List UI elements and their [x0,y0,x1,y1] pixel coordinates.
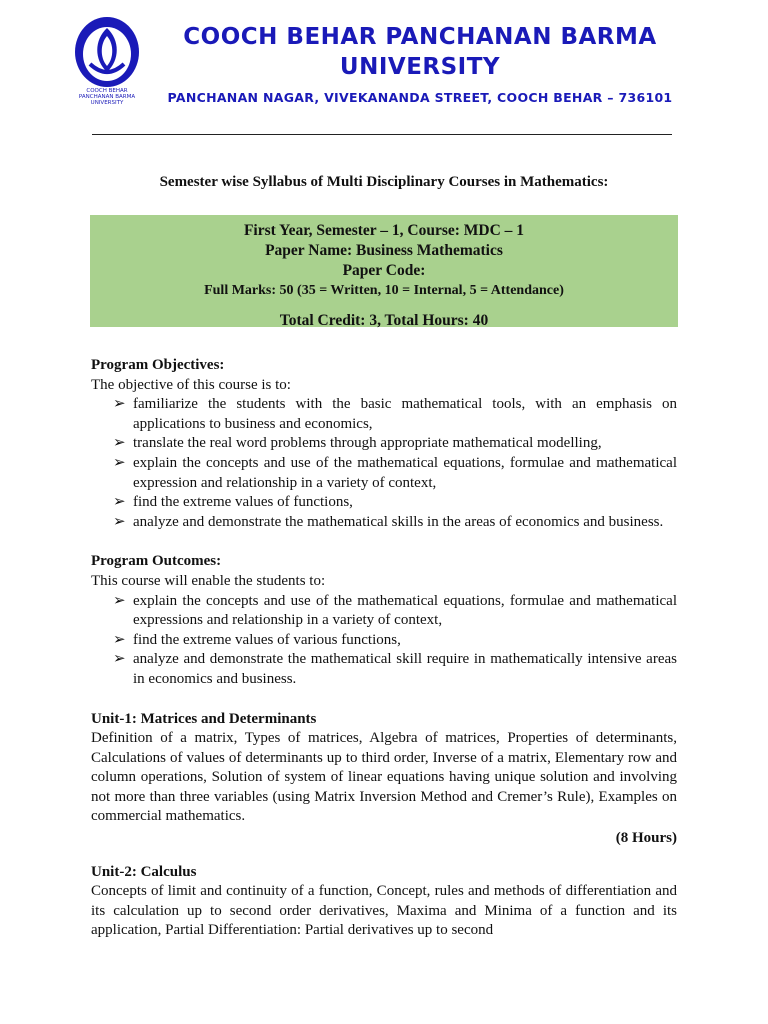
document-heading: Semester wise Syllabus of Multi Disciplinary Courses in Mathematics: [159,174,609,190]
objectives-intro: The objective of this course is to: [91,376,291,393]
list-item [91,650,677,689]
paper-code: Paper Code: [342,262,426,279]
arrow-bullet-icon: ➢ [113,435,126,452]
paper-name: Paper Name: Business Mathematics [265,242,503,259]
university-name-line2: UNIVERSITY [339,54,501,80]
syllabus-content [91,356,677,941]
arrow-bullet-icon: ➢ [113,454,126,471]
list-item-text: explain the concepts and use of the mathematical equations, formulae and mathematical expression and relationship in a variety of context, [133,454,677,491]
university-name-line1: COOCH BEHAR PANCHANAN BARMA [183,24,657,50]
svg-text:COOCH BEHAR: COOCH BEHAR [86,88,128,94]
university-logo [72,14,142,106]
university-address: PANCHANAN NAGAR, VIVEKANANDA STREET, COOCH BEHAR – 736101 [167,90,673,105]
unit2-text: Concepts of limit and continuity of a function, Concept, rules and methods of differentiation and its calculation up to second order derivatives, Maxima and Minima of a function and its application, Partial Differentiation: Partial derivatives up to second [91,883,677,939]
credits-hours: Total Credit: 3, Total Hours: 40 [279,312,489,329]
list-item [91,631,677,651]
list-item-text: find the extreme values of functions, [133,494,353,511]
list-item-text: explain the concepts and use of the mathematical equations, formulae and mathematical expressions and relationship in a variety of context, [133,592,677,629]
list-item [91,592,677,631]
unit2-title: Unit-2: Calculus [91,863,197,880]
arrow-bullet-icon: ➢ [113,592,126,609]
list-item-text: analyze and demonstrate the mathematical skill require in mathematically intensive areas in economics and business. [133,651,677,687]
unit1-title: Unit-1: Matrices and Determinants [91,710,317,727]
list-item [91,493,677,513]
unit1-text: Definition of a matrix, Types of matrices, Algebra of matrices, Properties of determinants, Calculations of values of determinants up to third order, Inverse of a matrix, Elementary row and column operations, Solution of system of linear equations having unique solution and involving not more than three variables (using Matrix Inversion Method and Cremer’s Rule), Examples on commercial mathematics. [91,730,677,825]
arrow-bullet-icon: ➢ [113,513,126,530]
list-item [91,454,677,493]
course-info-box [90,215,678,327]
svg-text:UNIVERSITY: UNIVERSITY [90,100,124,106]
arrow-bullet-icon: ➢ [113,494,126,511]
objectives-list [91,395,677,532]
list-item [91,513,677,533]
objectives-title: Program Objectives: [91,357,225,373]
list-item [91,434,677,454]
outcomes-title: Program Outcomes: [91,553,222,570]
full-marks: Full Marks: 50 (35 = Written, 10 = Internal, 5 = Attendance) [204,283,564,298]
list-item-text: find the extreme values of various functions, [133,631,401,648]
outcomes-intro: This course will enable the students to: [91,572,326,589]
arrow-bullet-icon: ➢ [113,396,126,413]
university-name [150,22,690,82]
arrow-bullet-icon: ➢ [113,631,126,648]
unit1-hours: (8 Hours) [615,830,677,847]
outcomes-list [91,592,677,690]
list-item [91,395,677,434]
list-item-text: translate the real word problems through appropriate mathematical modelling, [133,435,602,452]
course-year-semester: First Year, Semester – 1, Course: MDC – 1 [243,222,525,239]
header-divider [92,134,672,135]
arrow-bullet-icon: ➢ [113,651,126,668]
list-item-text: familiarize the students with the basic mathematical tools, with an emphasis on applications to business and economics, [133,396,677,432]
svg-text:PANCHANAN BARMA: PANCHANAN BARMA [78,94,136,100]
list-item-text: analyze and demonstrate the mathematical skills in the areas of economics and business. [133,513,664,530]
